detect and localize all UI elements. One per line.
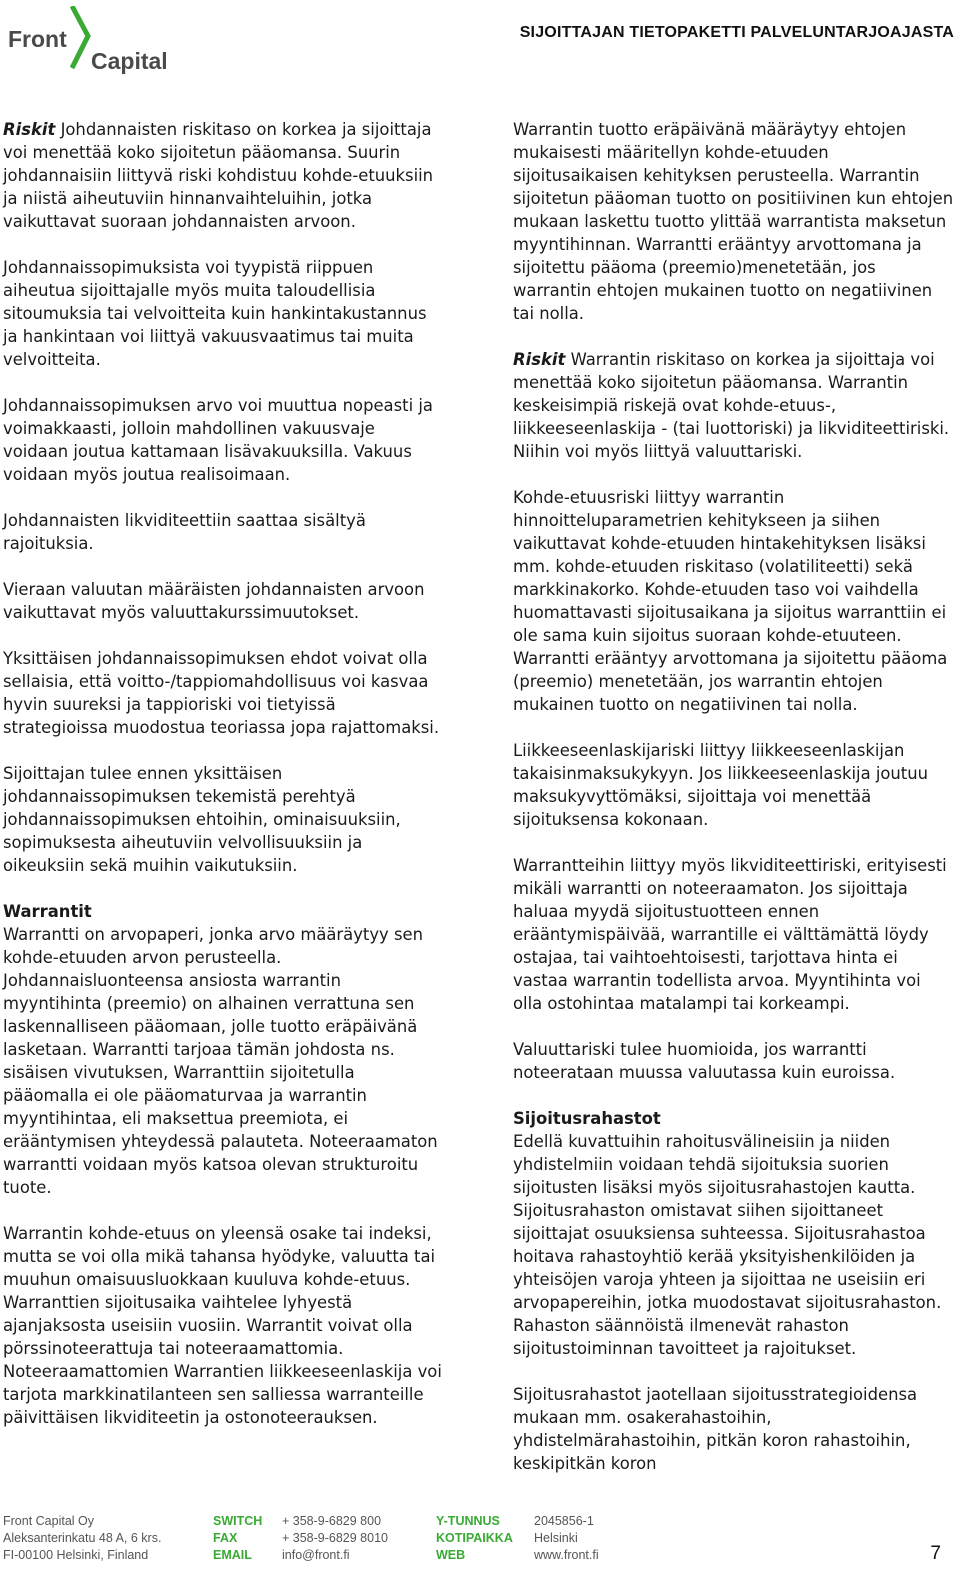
paragraph: Johdannaissopimuksen arvo voi muuttua nopeasti ja voimakkaasti, jolloin mahdollinen vakuusvaje voidaan joutua kattamaan lisävakuuksilla. Vakuus voidaan myös joutua realisoimaan. <box>3 396 433 484</box>
paragraph: Sijoitusrahastot jaotellaan sijoitusstrategioidensa mukaan mm. osakerahastoihin, yhdistelmärahastoihin, pitkän koron rahastoihin, keskipitkän koron <box>513 1385 918 1473</box>
footer-kotipaikka-value: Helsinki <box>534 1531 578 1545</box>
document-header-title: SIJOITTAJAN TIETOPAKETTI PALVELUNTARJOAJASTA <box>519 24 954 41</box>
paragraph: Warrantin kohde-etuus on yleensä osake tai indeksi, mutta se voi olla mikä tahansa hyödyke, valuutta tai muuhun omaisuusluokkaan kuuluva kohde-etuus. Warranttien sijoitusaika vaihtelee lyhyestä ajanjaksosta useisiin vuosiin. Warrantit voivat olla pörssinoteerattuja tai noteeraamattomia. Noteeraamattomien Warrantien liikkeeseenlaskija voi tarjota markkinatilanteen sen salliessa warranteille päivittäisen likviditeetin ja ostonoteerauksen. <box>3 1224 442 1427</box>
paragraph: Valuuttariski tulee huomioida, jos warrantti noteerataan muussa valuutassa kuin euroissa. <box>513 1040 896 1082</box>
paragraph: Yksittäisen johdannaissopimuksen ehdot voivat olla sellaisia, että voitto-/tappiomahdollisuus voi kasvaa hyvin suureksi ja tappioriski voi tietyissä strategioissa muodostua teoriassa jopa rajattomaksi. <box>3 649 440 737</box>
paragraph: Edellä kuvattuihin rahoitusvälineisiin ja niiden yhdistelmiin voidaan tehdä sijoituksia suorien sijoitusten lisäksi myös sijoitusrahastojen kautta. Sijoitusrahaston omistavat siihen sijoittaneet sijoittajat osuuksiensa suhteessa. Sijoitusrahastoa hoitava rahastoyhtiö kerää yksityishenkilöiden ja yhteisöjen varoja yhteen ja sijoittaa ne useisiin eri arvopapereihin, jotka muodostavat sijoitusrahaston. Rahaston säännöistä ilmenevät rahaston sijoitustoiminnan tavoitteet ja rajoitukset. <box>513 1132 942 1358</box>
footer-company-block <box>3 1513 161 1564</box>
footer-fax-label: FAX <box>213 1531 238 1545</box>
logo-text-capital: Capital <box>91 48 168 74</box>
section-heading-warrantit: Warrantit <box>3 902 92 921</box>
footer-email-label: EMAIL <box>213 1548 252 1562</box>
footer-switch-value: + 358-9-6829 800 <box>282 1514 382 1528</box>
keyword-riskit: Riskit <box>3 120 56 139</box>
paragraph: Warrantteihin liittyy myös likviditeettiriski, erityisesti mikäli warrantti on noteeraamaton. Jos sijoittaja haluaa myydä sijoitustuotteen ennen erääntymispäivää, warrantille ei välttämättä löydy ostajaa, tai vaihtoehtoisesti, tarjottava hinta ei vastaa warrantin todellista arvoa. Myyntihinta voi olla ostohintaa matalampi tai korkeampi. <box>513 856 947 1013</box>
paragraph: Sijoittajan tulee ennen yksittäisen johdannaissopimuksen tekemistä perehtyä johdannaissopimuksen ehtoihin, ominaisuuksiin, sopimuksesta aiheutuviin velvollisuuksiin ja oikeuksiin sekä muihin vaikutuksiin. <box>3 764 401 875</box>
paragraph: Liikkeeseenlaskijariski liittyy liikkeeseenlaskijan takaisinmaksukykyyn. Jos liikkeeseenlaskija joutuu maksukyvyttömäksi, sijoittaja voi menettää sijoituksensa kokonaan. <box>513 741 929 829</box>
footer-company-name: Front Capital Oy <box>3 1514 95 1528</box>
logo-text-front: Front <box>8 26 67 52</box>
keyword-riskit: Riskit <box>513 350 566 369</box>
footer-web-link[interactable]: www.front.fi <box>534 1548 599 1562</box>
footer-address-line1: Aleksanterinkatu 48 A, 6 krs. <box>3 1531 162 1545</box>
footer-web-label: WEB <box>436 1548 466 1562</box>
footer-fax-value: + 358-9-6829 8010 <box>282 1531 388 1545</box>
footer-switch-label: SWITCH <box>213 1514 263 1528</box>
footer-kotipaikka-label: KOTIPAIKKA <box>436 1531 513 1545</box>
footer-email-link[interactable]: info@front.fi <box>282 1548 350 1562</box>
paragraph-riskit-johdannaiset <box>3 118 443 233</box>
page-number: 7 <box>930 1543 941 1564</box>
logo-chevron-icon <box>70 6 92 72</box>
footer-ytunnus-label: Y-TUNNUS <box>436 1514 500 1528</box>
paragraph: Johdannaissopimuksista voi tyypistä riippuen aiheutua sijoittajalle myös muita taloudellisia sitoumuksia tai velvoitteita kuin hankintakustannus ja hankintaan voi liittyä vakuusvaatimus tai muita velvoitteita. <box>3 258 427 369</box>
paragraph: Warrantti on arvopaperi, jonka arvo määräytyy sen kohde-etuuden arvon perusteella. Johdannaisluonteensa ansiosta warrantin myyntihinta (preemio) on alhainen verrattuna sen laskennalliseen pääomaan, jolle tuotto eräpäivänä lasketaan. Warrantti tarjoaa tämän johdosta ns. sisäisen vivutuksen, Warranttiin sijoitetulla pääomalla ei ole pääomaturvaa ja warrantin myyntihintaa, eli maksettua preemiota, ei erääntymisen yhteydessä palauteta. Noteeraamaton warrantti voidaan myös katsoa olevan strukturoitu tuote. <box>3 925 438 1197</box>
footer-contact-labels <box>213 1513 262 1564</box>
footer-address-line2: FI-00100 Helsinki, Finland <box>3 1548 149 1562</box>
right-column <box>513 118 955 1498</box>
front-capital-logo <box>8 6 178 72</box>
paragraph: Johdannaisten likviditeettiin saattaa sisältyä rajoituksia. <box>3 511 366 553</box>
page-footer <box>3 1513 953 1569</box>
paragraph: Warrantin tuotto eräpäivänä määräytyy ehtojen mukaisesti määritellyn kohde-etuuden sijoitusaikaisen kehityksen perusteella. Warrantin sijoitetun pääoman tuotto on positiivinen kun ehtojen mukaan laskettu tuotto ylittää warrantista maksetun myyntihinnan. Warrantti erääntyy arvottomana ja sijoitettu pääoma (preemio)menetetään, jos warrantin ehtojen mukainen tuotto on negatiivinen tai nolla. <box>513 120 954 323</box>
paragraph: Kohde-etuusriski liittyy warrantin hinnoitteluparametrien kehitykseen ja siihen vaikuttavat kohde-etuuden hintakehityksen lisäksi mm. kohde-etuuden riskitaso (volatiliteetti) sekä markkinakorko. Kohde-etuuden taso voi vaihdella huomattavasti sijoitusaikana ja sijoitus warranttiin ei ole sama kuin sijoitus suoraan kohde-etuuteen. Warrantti erääntyy arvottomana ja sijoitettu pääoma (preemio) menetetään, jos warrantin ehtojen mukainen tuotto on negatiivinen tai nolla. <box>513 488 948 714</box>
footer-ytunnus-value: 2045856-1 <box>534 1514 594 1528</box>
paragraph-text: Johdannaisten riskitaso on korkea ja sijoittaja voi menettää koko sijoitetun pääomansa. Suurin johdannaisiin liittyvä riski kohdistuu kohde-etuuksiin ja niistä aiheutuviin hinnanvaihteluihin, jotka vaikuttavat suoraan johdannaisten arvoon. <box>3 120 434 231</box>
footer-company-values <box>534 1513 599 1564</box>
left-column <box>3 118 443 1452</box>
section-heading-sijoitusrahastot: Sijoitusrahastot <box>513 1109 661 1128</box>
footer-contact-values <box>282 1513 388 1564</box>
paragraph: Vieraan valuutan määräisten johdannaisten arvoon vaikuttavat myös valuuttakurssimuutokset. <box>3 580 425 622</box>
footer-company-labels <box>436 1513 513 1564</box>
paragraph-riskit-warrantit <box>513 348 955 463</box>
paragraph-text: Warrantin riskitaso on korkea ja sijoittaja voi menettää koko sijoitetun pääomansa. Warrantin keskeisimpiä riskejä ovat kohde-etuus-, liikkeeseenlaskija - (tai luottoriski) ja likviditeettiriski. Niihin voi myös liittyä valuuttariski. <box>513 350 950 461</box>
